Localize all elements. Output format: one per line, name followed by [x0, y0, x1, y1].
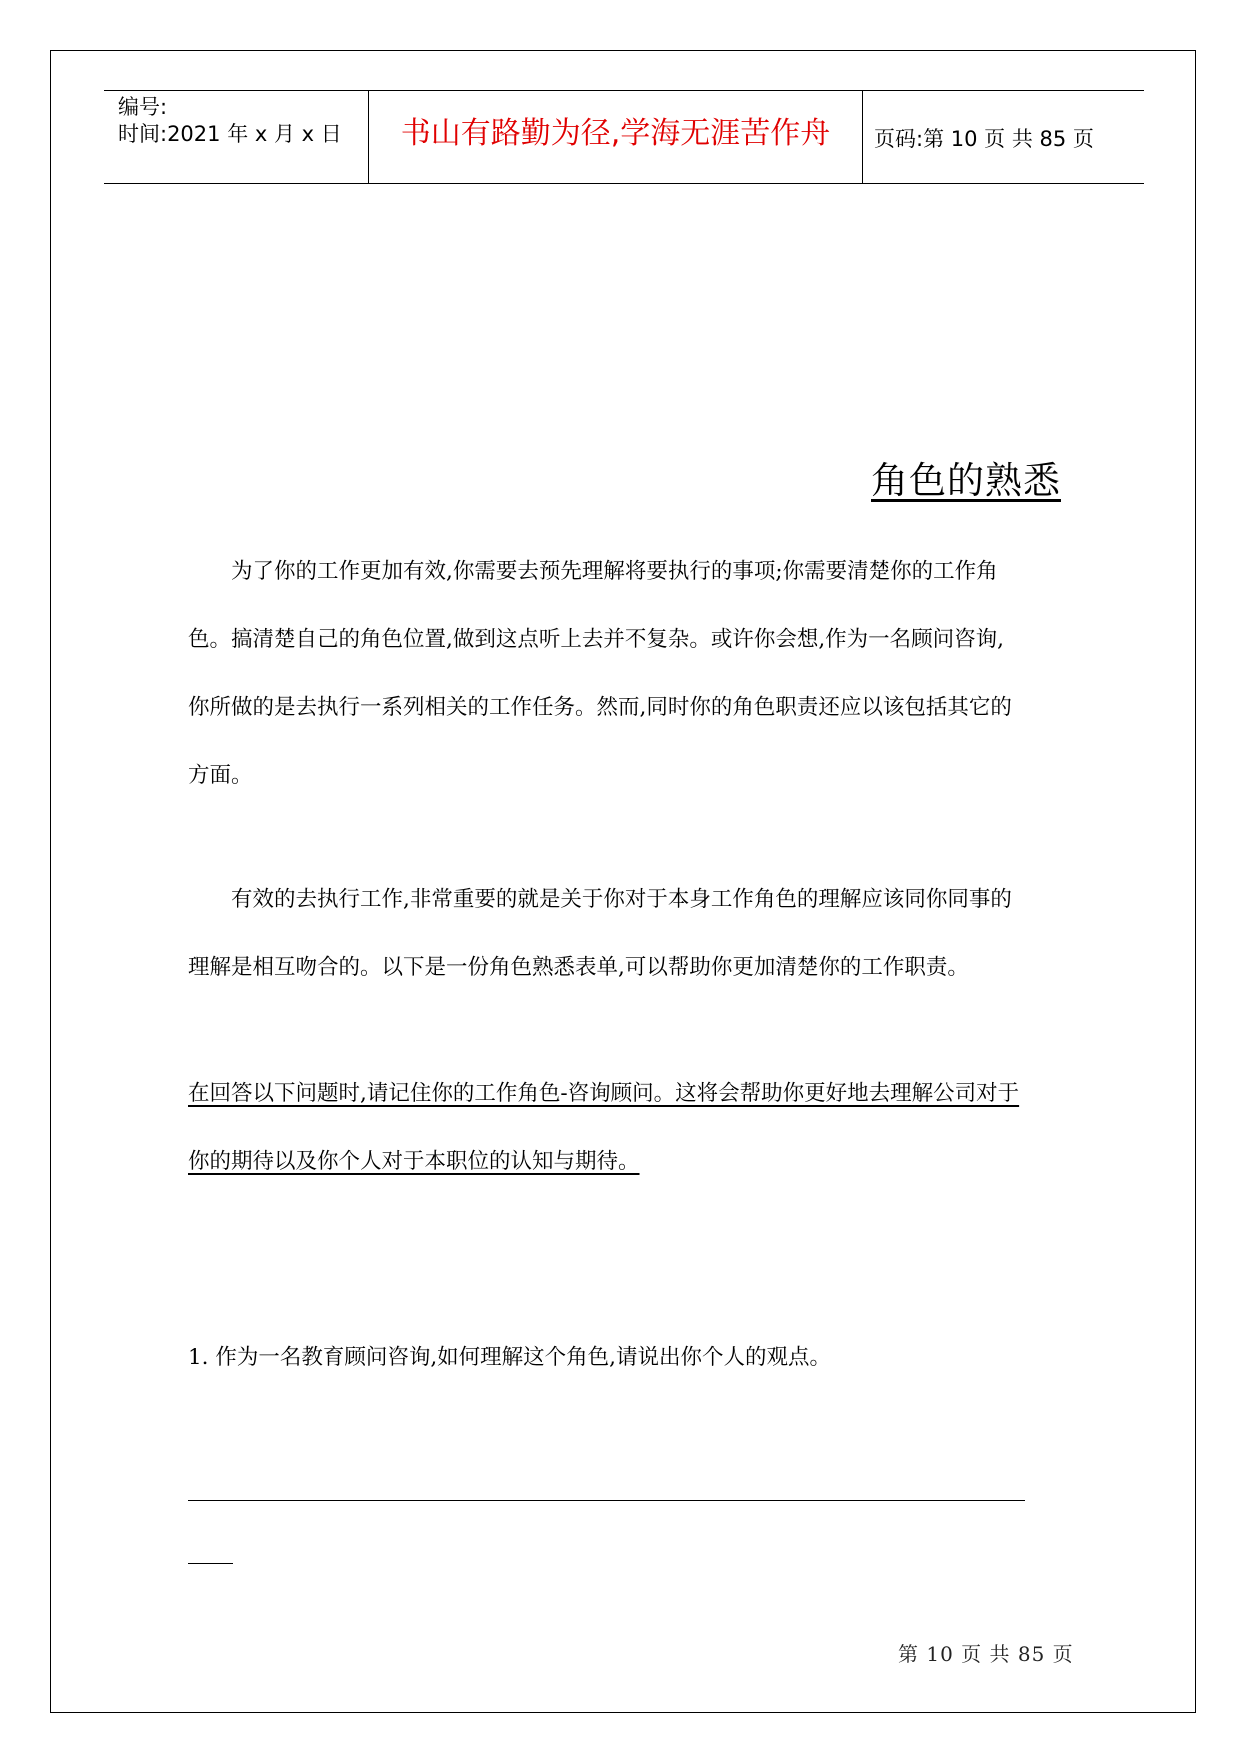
paragraph-1-line: 色。搞清楚自己的角色位置,做到这点听上去并不复杂。或许你会想,作为一名顾问咨询, [188, 627, 1005, 652]
header-time-label: 时间:2021 年 x 月 x 日 [118, 122, 342, 146]
paragraph-2-line: 理解是相互吻合的。以下是一份角色熟悉表单,可以帮助你更加清楚你的工作职责。 [188, 955, 969, 980]
footer-page-number: 第 10 页 共 85 页 [898, 1642, 1074, 1666]
answer-line [188, 1500, 1025, 1501]
paragraph-1 [188, 538, 1061, 810]
answer-line-short [188, 1563, 233, 1564]
header-page-code: 页码:第 10 页 共 85 页 [874, 127, 1094, 151]
paragraph-1-line: 方面。 [188, 763, 253, 788]
paragraph-3-instruction [188, 1060, 1061, 1196]
header-bottom-rule [104, 183, 1144, 184]
paragraph-2 [188, 866, 1061, 1002]
document-title: 角色的熟悉 [871, 459, 1061, 502]
paragraph-3-line: 在回答以下问题时,请记住你的工作角色-咨询顾问。这将会帮助你更好地去理解公司对于 [188, 1081, 1020, 1106]
header-number-label: 编号: [118, 95, 168, 119]
paragraph-2-line: 有效的去执行工作,非常重要的就是关于你对于本身工作角色的理解应该同你同事的 [231, 887, 1012, 912]
paragraph-3-line: 你的期待以及你个人对于本职位的认知与期待。 [188, 1149, 640, 1174]
paragraph-1-line: 你所做的是去执行一系列相关的工作任务。然而,同时你的角色职责还应以该包括其它的 [188, 695, 1012, 720]
question-1: 1. 作为一名教育顾问咨询,如何理解这个角色,请说出你个人的观点。 [188, 1345, 832, 1370]
header-top-rule [104, 90, 1144, 91]
paragraph-1-line: 为了你的工作更加有效,你需要去预先理解将要执行的事项;你需要清楚你的工作角 [231, 559, 998, 584]
header-motto: 书山有路勤为径,学海无涯苦作舟 [400, 116, 831, 151]
